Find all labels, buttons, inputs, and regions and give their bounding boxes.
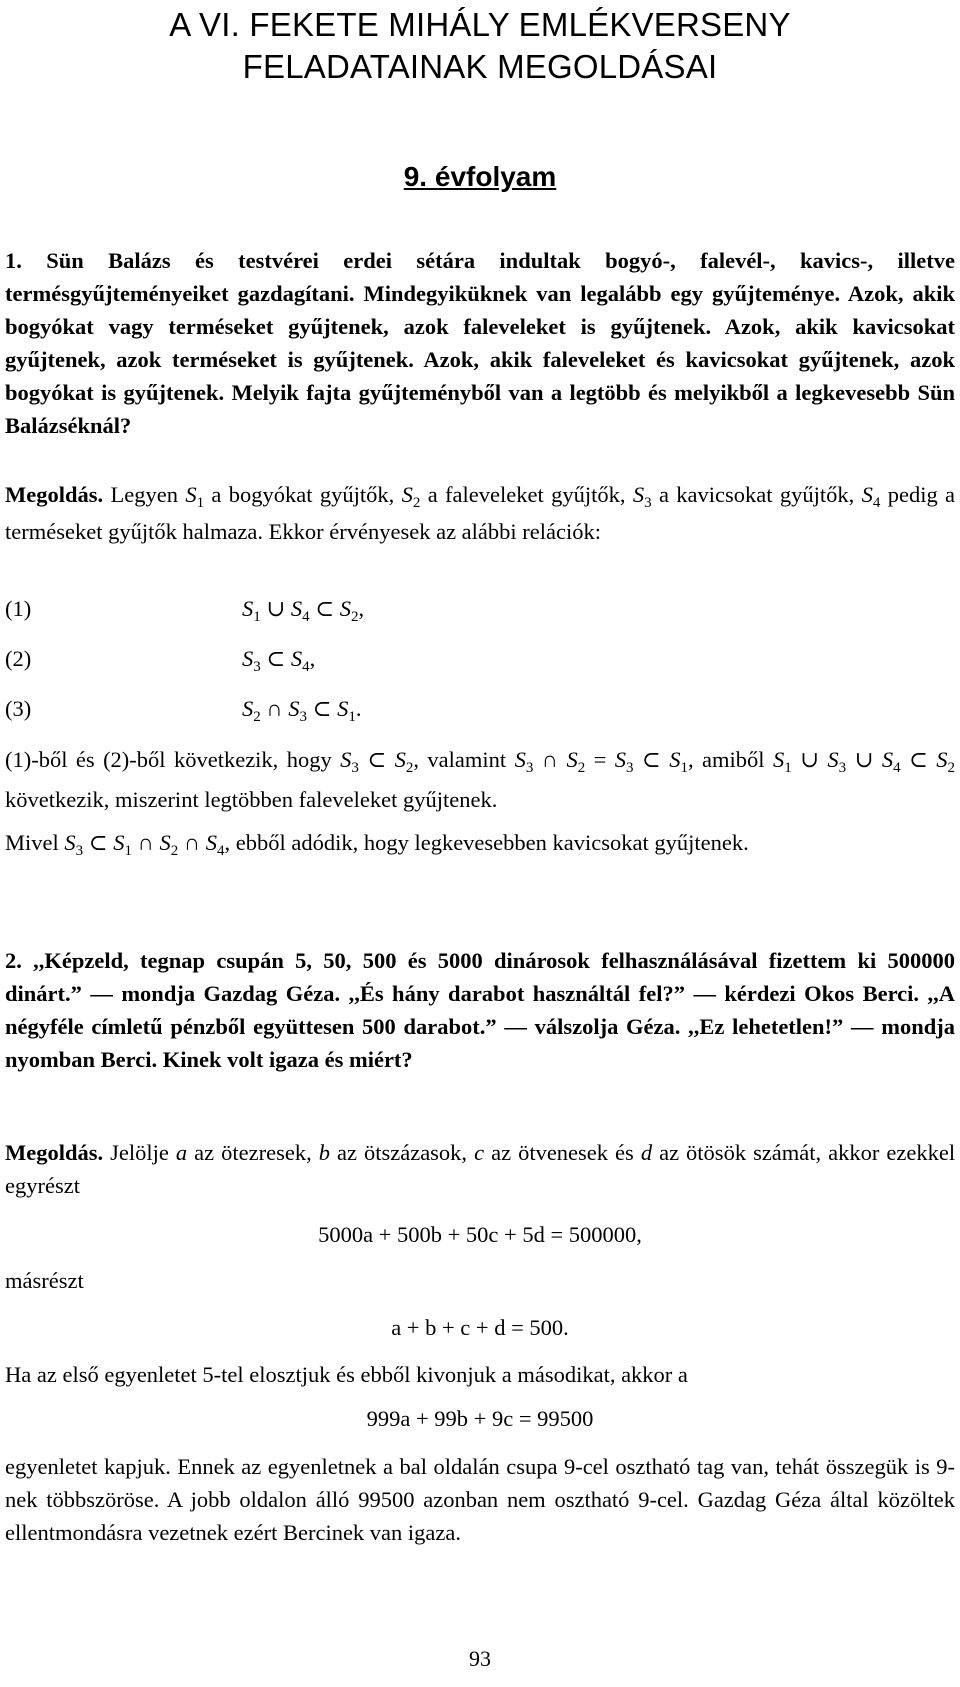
equation-3: 999a + 99b + 9c = 99500 [366,1406,594,1431]
problem-2-mid-text: Ha az első egyenletet 5-tel elosztjuk és ebből kivonjuk a másodikat, akkor a [5,1362,688,1387]
relation-2: (2) $S_3$ ⊂ $S_4$, [5,646,316,675]
equation-1: 5000a + 500b + 50c + 5d = 500000, [318,1222,642,1247]
equation-2: a + b + c + d = 500. [391,1315,569,1340]
problem-1-deduction: (1)-ből és (2)-ből következik, hogy $S_3$ ⊂ $S_2$, valamint $S_3$ ∩ $S_2 = S_3$ ⊂ $S_1$, amiből $S_1$ ∪ $S_3$ ∪ $S_4$ ⊂ $S_2$ következik, miszerint legtöbben faleveleket gyűjtenek. [5,747,956,812]
problem-2-statement: 2. ,,Képzeld, tegnap csupán 5, 50, 500 és 5000 dinárosok felhasználásával fizettem ki 500000 dinárt.” — mondja Gazdag Géza. ,,És hány darabot használtál fel?” — kérdezi Okos Berci. ,,A négyféle címletű pénzből együttesen 500 darabot.” — válszolja Géza. ,,Ez lehetetlen!” — mondja nyomban Berci. Kinek volt igaza és miért? [5,948,955,1072]
solution-label: Megoldás. [5,482,104,507]
solution-label-2: Megoldás. [5,1140,104,1165]
problem-2-solution-intro: Megoldás. Jelölje a az ötezresek, b az ötszázasok, c az ötvenesek és d az ötösök számát, akkor ezekkel egyrészt [5,1140,956,1198]
document-title [0,4,960,88]
problem-2-conclusion: egyenletet kapjuk. Ennek az egyenletnek a bal oldalán csupa 9-cel osztható tag van, tehát összegük is 9-nek többszöröse. A jobb oldalon álló 99500 azonban nem osztható 9-cel. Gazdag Géza által közöltek ellentmondásra vezetnek ezért Bercinek van igaza. [5,1454,955,1545]
title-line-2: FELADATAINAK MEGOLDÁSAI [242,48,718,85]
problem-1-final: Mivel $S_3$ ⊂ $S_1$ ∩ $S_2$ ∩ $S_4$, ebből adódik, hogy legkevesebben kavicsokat gyűjtenek. [5,830,749,859]
grade-heading: 9. évfolyam [403,161,557,192]
page-number: 93 [469,1646,491,1671]
masreszt-label: másrészt [5,1268,84,1293]
problem-1-statement: 1. Sün Balázs és testvérei erdei sétára indultak bogyó-, falevél-, kavics-, illetve termésgyűjteményeiket gazdagítani. Mindegyiküknek van legalább egy gyűjteménye. Azok, akik bogyókat vagy terméseket gyűjtenek, azok faleveleket is gyűjtenek. Azok, akik kavicsokat gyűjtenek, azok terméseket is gyűjtenek. Azok, akik faleveleket és kavicsokat gyűjtenek, azok bogyókat is gyűjtenek. Melyik fajta gyűjteményből van a legtöbb és melyikből a legkevesebb Sün Balázséknál? [5,248,955,438]
problem-1-solution-intro: Megoldás. Legyen $S_1$ a bogyókat gyűjtők, $S_2$ a faleveleket gyűjtők, $S_3$ a kavicsokat gyűjtők, $S_4$ pedig a terméseket gyűjtők halmaza. Ekkor érvényesek az alábbi relációk: [5,482,956,544]
title-line-1: A VI. FEKETE MIHÁLY EMLÉKVERSENY [169,6,791,43]
relation-3: (3) $S_2$ ∩ $S_3$ ⊂ $S_1$. [5,696,362,725]
relation-1: (1) $S_1$ ∪ $S_4$ ⊂ $S_2$, [5,596,365,625]
